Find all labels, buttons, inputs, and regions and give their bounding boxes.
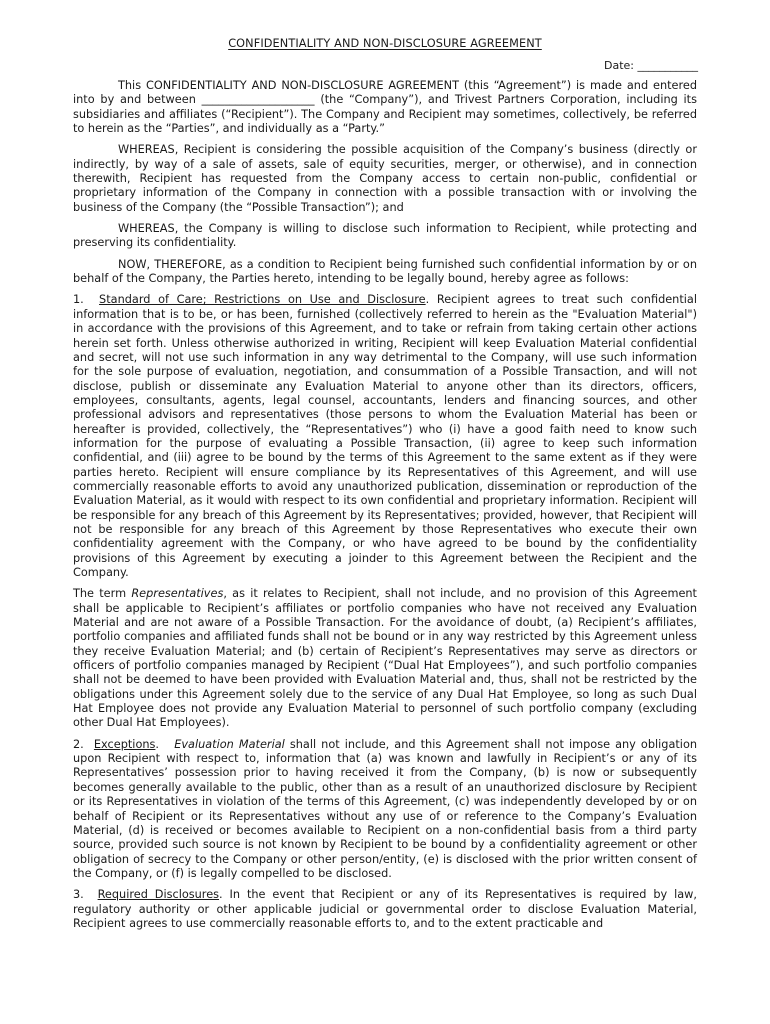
section-2-term: Evaluation Material	[174, 737, 285, 751]
section-2-paragraph	[73, 738, 697, 881]
section-1-paragraph	[73, 293, 697, 580]
section-3-heading: Required Disclosures	[97, 888, 220, 902]
section-1-number: 1.	[73, 293, 84, 307]
representatives-paragraph	[73, 587, 697, 730]
section-2-text: shall not include, and this Agreement shall not impose any obligation upon Recipient with respect to, information that (a) was known and lawfully in Recipient’s or any of its Representatives’ possession prior to having received it from the Company, (b) is now or subsequently becomes generally available to the public, other than as a result of an unauthorized disclosure by Recipient or its Representatives in violation of the terms of this Agreement, (c) was independently developed by or on behalf of Recipient or its Representatives without any use of or reference to the Company’s Evaluation Material, (d) is received or becomes available to Recipient on a non-confidential basis from a third party source, provided such source is not known by Recipient to be bound by a confidentiality agreement or other obligation of secrecy to the Company or other person/entity, (e) is disclosed with the prior written consent of the Company, or (f) is legally compelled to be disclosed.	[73, 737, 698, 880]
document-title	[0, 37, 770, 50]
section-3-number: 3.	[73, 888, 84, 902]
section-3-paragraph	[73, 888, 697, 931]
section-1-text: . Recipient agrees to treat such confidential information that is to be, or has been, furnished (collectively referred to herein as the "Evaluation Material") in accordance with the provisions of this Agreement, and to take or refrain from taking certain other actions herein set forth. Unless otherwise authorized in writing, Recipient will keep Evaluation Material confidential and secret, will not use such information in any way detrimental to the Company, will use such information for the sole purpose of evaluation, negotiation, and consummation of a Possible Transaction, and will not disclose, publish or disseminate any Evaluation Material to anyone other than its directors, officers, employees, consultants, agents, legal counsel, accountants, lenders and financing sources, and other professional advisors and representatives (those persons to whom the Evaluation Material has been or hereafter is provided, collectively, the “Representatives”) who (i) have a good faith need to know such information for the purpose of evaluating a Possible Transaction, (ii) agree to keep such information confidential, and (iii) agree to be bound by the terms of this Agreement to the same extent as if they were parties hereto. Recipient will ensure compliance by its Representatives of this Agreement, and will use commercially reasonable efforts to avoid any unauthorized publication, dissemination or reproduction of the Evaluation Material, as it would with respect to its own confidential and proprietary information. Recipient will be responsible for any breach of this Agreement by its Representatives; provided, however, that Recipient will not be responsible for any breach of this Agreement by those Representatives who execute their own confidentiality agreement with the Company, or who have agreed to be bound by the confidentiality provisions of this Agreement by executing a joinder to this Agreement between the Recipient and the Company.	[73, 293, 697, 579]
date-line: Date: ___________	[604, 59, 698, 72]
section-2-number: 2.	[73, 737, 84, 751]
representatives-term: Representatives	[131, 587, 224, 601]
section-2-heading: Exceptions	[93, 737, 156, 751]
document-title-text: CONFIDENTIALITY AND NON-DISCLOSURE AGREEMENT	[228, 37, 542, 50]
section-2-sep: .	[155, 737, 165, 751]
representatives-text: , as it relates to Recipient, shall not include, and no provision of this Agreement shall be applicable to Recipient’s affiliates or portfolio companies who have not received any Evaluation Material and are not aware of a Possible Transaction. For the avoidance of doubt, (a) Recipient’s affiliates, portfolio companies and affiliated funds shall not be bound or in any way restricted by this Agreement unless they receive Evaluation Material; and (b) certain of Recipient’s Representatives may serve as directors or officers of portfolio companies managed by Recipient (“Dual Hat Employees”), and such portfolio companies shall not be deemed to have been provided with Evaluation Material and, thus, shall not be restricted by the obligations under this Agreement solely due to the service of any Dual Hat Employee, so long as such Dual Hat Employee does not provide any Evaluation Material to personnel of such portfolio company (excluding other Dual Hat Employees).	[73, 587, 697, 730]
section-1-heading: Standard of Care; Restrictions on Use and Disclosure	[99, 293, 426, 307]
whereas-paragraph-1: WHEREAS, Recipient is considering the possible acquisition of the Company’s business (directly or indirectly, by way of a sale of assets, sale of equity securities, merger, or otherwise), and in connection therewith, Recipient has requested from the Company access to certain non-public, confidential or proprietary information of the Company in connection with a possible transaction with or involving the business of the Company (the “Possible Transaction”); and	[73, 143, 697, 214]
whereas-paragraph-2: WHEREAS, the Company is willing to disclose such information to Recipient, while protecting and preserving its confidentiality.	[73, 222, 697, 250]
representatives-lead: The term	[73, 587, 132, 601]
now-therefore-paragraph: NOW, THEREFORE, as a condition to Recipient being furnished such confidential information by or on behalf of the Company, the Parties hereto, intending to be legally bound, hereby agree as follows:	[73, 257, 697, 286]
intro-paragraph: This CONFIDENTIALITY AND NON-DISCLOSURE AGREEMENT (this “Agreement”) is made and entered into by and between ____________________ (the “Company”), and Trivest Partners Corporation, including its subsidiaries and affiliates (“Recipient”). The Company and Recipient may sometimes, collectively, be referred to herein as the “Parties”, and individually as a “Party.”	[73, 79, 697, 136]
section-3-text: . In the event that Recipient or any of its Representatives is required by law, regulatory authority or other applicable judicial or governmental order to disclose Evaluation Material, Recipient agrees to use commercially reasonable efforts to, and to the extent practicable and	[73, 888, 697, 930]
document-body	[73, 79, 697, 938]
